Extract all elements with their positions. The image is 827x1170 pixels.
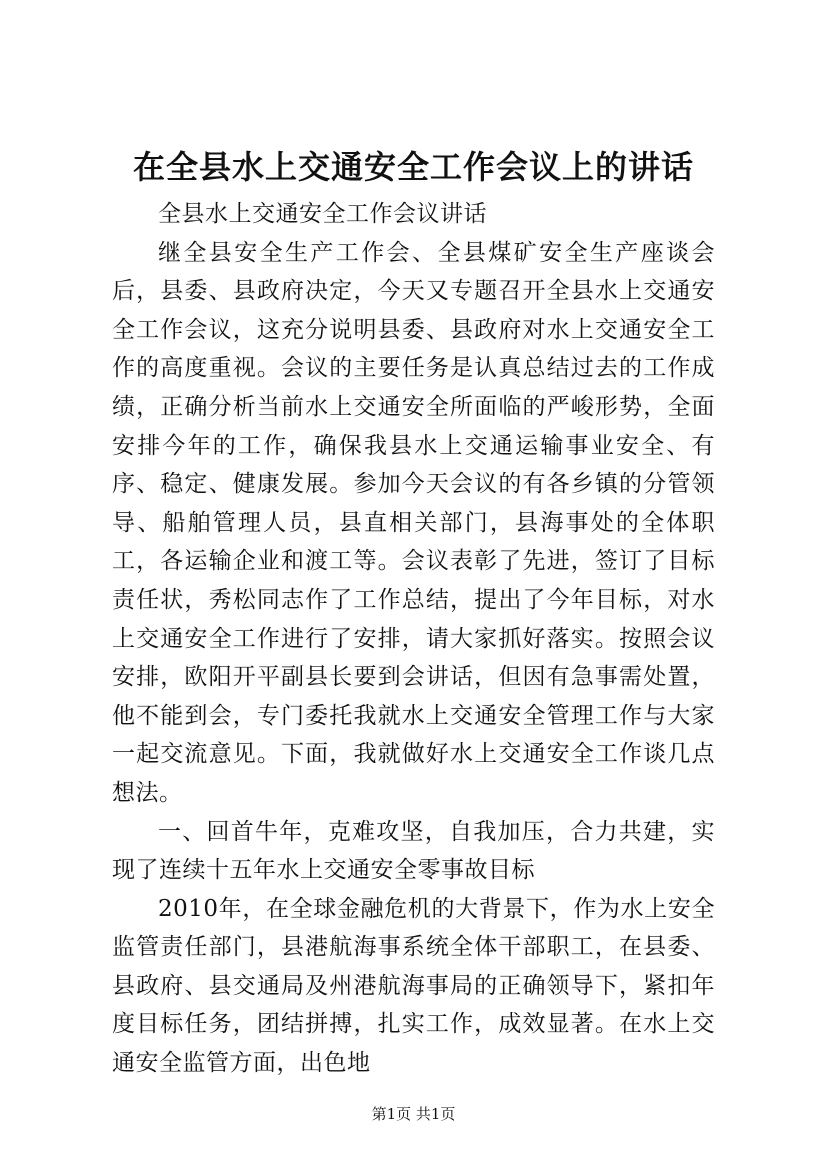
page-footer: 第1页 共1页 <box>371 1105 456 1123</box>
document-subtitle: 全县水上交通安全工作会议讲话 <box>158 201 487 227</box>
document-title: 在全县水上交通安全工作会议上的讲话 <box>132 148 694 186</box>
section-heading-1: 一、回首牛年，克难攻坚，自我加压，合力共建，实现了连续十五年水上交通安全零事故目标 <box>112 818 715 884</box>
document-body <box>112 195 715 1083</box>
paragraph-2010: 2010年，在全球金融危机的大背景下，作为水上安全监管责任部门，县港航海事系统全体干部职工，在县委、县政府、县交通局及州港航海事局的正确领导下，紧扣年度目标任务，团结拼搏，扎实工作，成效显著。在水上交通安全监管方面，出色地 <box>112 895 715 1077</box>
paragraph-intro: 继全县安全生产工作会、全县煤矿安全生产座谈会后，县委、县政府决定，今天又专题召开全县水上交通安全工作会议，这充分说明县委、县政府对水上交通安全工作的高度重视。会议的主要任务是认真总结过去的工作成绩，正确分析当前水上交通安全所面临的严峻形势，全面安排今年的工作，确保我县水上交通运输事业安全、有序、稳定、健康发展。参加今天会议的有各乡镇的分管领导、船舶管理人员，县直相关部门，县海事处的全体职工，各运输企业和渡工等。会议表彰了先进，签订了目标责任状，秀松同志作了工作总结，提出了今年目标，对水上交通安全工作进行了安排，请大家抓好落实。按照会议安排，欧阳开平副县长要到会讲话，但因有急事需处置，他不能到会，专门委托我就水上交通安全管理工作与大家一起交流意见。下面，我就做好水上交通安全工作谈几点想法。 <box>112 239 715 806</box>
